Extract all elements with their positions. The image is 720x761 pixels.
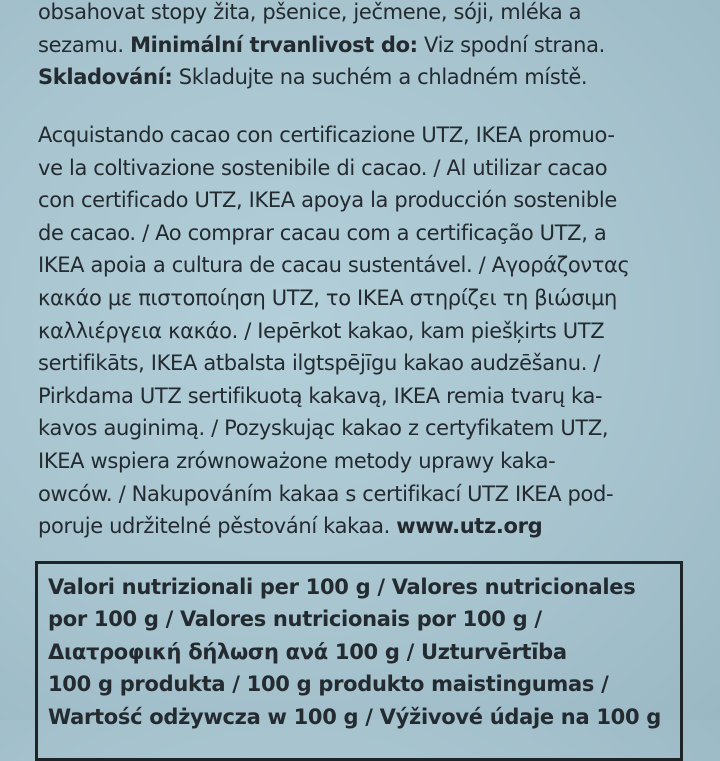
- storage-section: [38, 0, 605, 94]
- allergen-trace-line: obsahovat stopy žita, pšenice, ječmene, sóji, mléka a: [38, 0, 582, 24]
- allergen-trace-end: sezamu.: [38, 32, 131, 57]
- best-before-label: Minimální trvanlivost do:: [130, 32, 418, 57]
- utz-paragraph: [38, 119, 629, 543]
- storage-value: Skladujte na suchém a chladném místě.: [172, 65, 588, 90]
- best-before-value: Viz spodní strana.: [417, 32, 605, 57]
- nutrition-facts-box: [35, 561, 683, 761]
- nutrition-heading: Valori nutrizionali per 100 g / Valores nutricionales por 100 g / Valores nutricionais por 100 g / Διατροφική δήλωση ανά 100 g / Uzturvērtība 100 g produkta / 100 g produkto maistingumas / Wartość odżywcza w 100 g / Výživové údaje na 100 g: [48, 575, 662, 729]
- storage-label: Skladování:: [38, 65, 173, 90]
- storage-paragraph: [38, 0, 605, 94]
- utz-website-url: www.utz.org: [396, 514, 543, 539]
- utz-multilingual-text: Acquistando cacao con certificazione UTZ, IKEA promuo- ve la coltivazione sostenibile di cacao. / Al utilizar cacao con certificado UTZ, IKEA apoya la producción sostenible de cacao. / Ao comprar cacau com a certificação UTZ, a IKEA apoia a cultura de cacau sustentável. / Αγοράζοντας κακάο με πιστοποίηση UTZ, το IKEA στηρίζει τη βιώσιμη καλλιέργεια κακάο. / Iepērkot kakao, kam piešķirts UTZ sertifikāts, IKEA atbalsta ilgtspējīgu kakao audzēšanu. / Pirkdama UTZ sertifikuotą kakavą, IKEA remia tvarų ka- kavos auginimą. / Pozyskując kakao z certyfikatem UTZ, IKEA wspiera zrównoważone metody uprawy kaka- owców. / Nakupováním kakaa s certifikací UTZ IKEA pod- poruje udržitelné pěstování kakaa.: [38, 123, 630, 539]
- utz-certification-section: [38, 119, 629, 543]
